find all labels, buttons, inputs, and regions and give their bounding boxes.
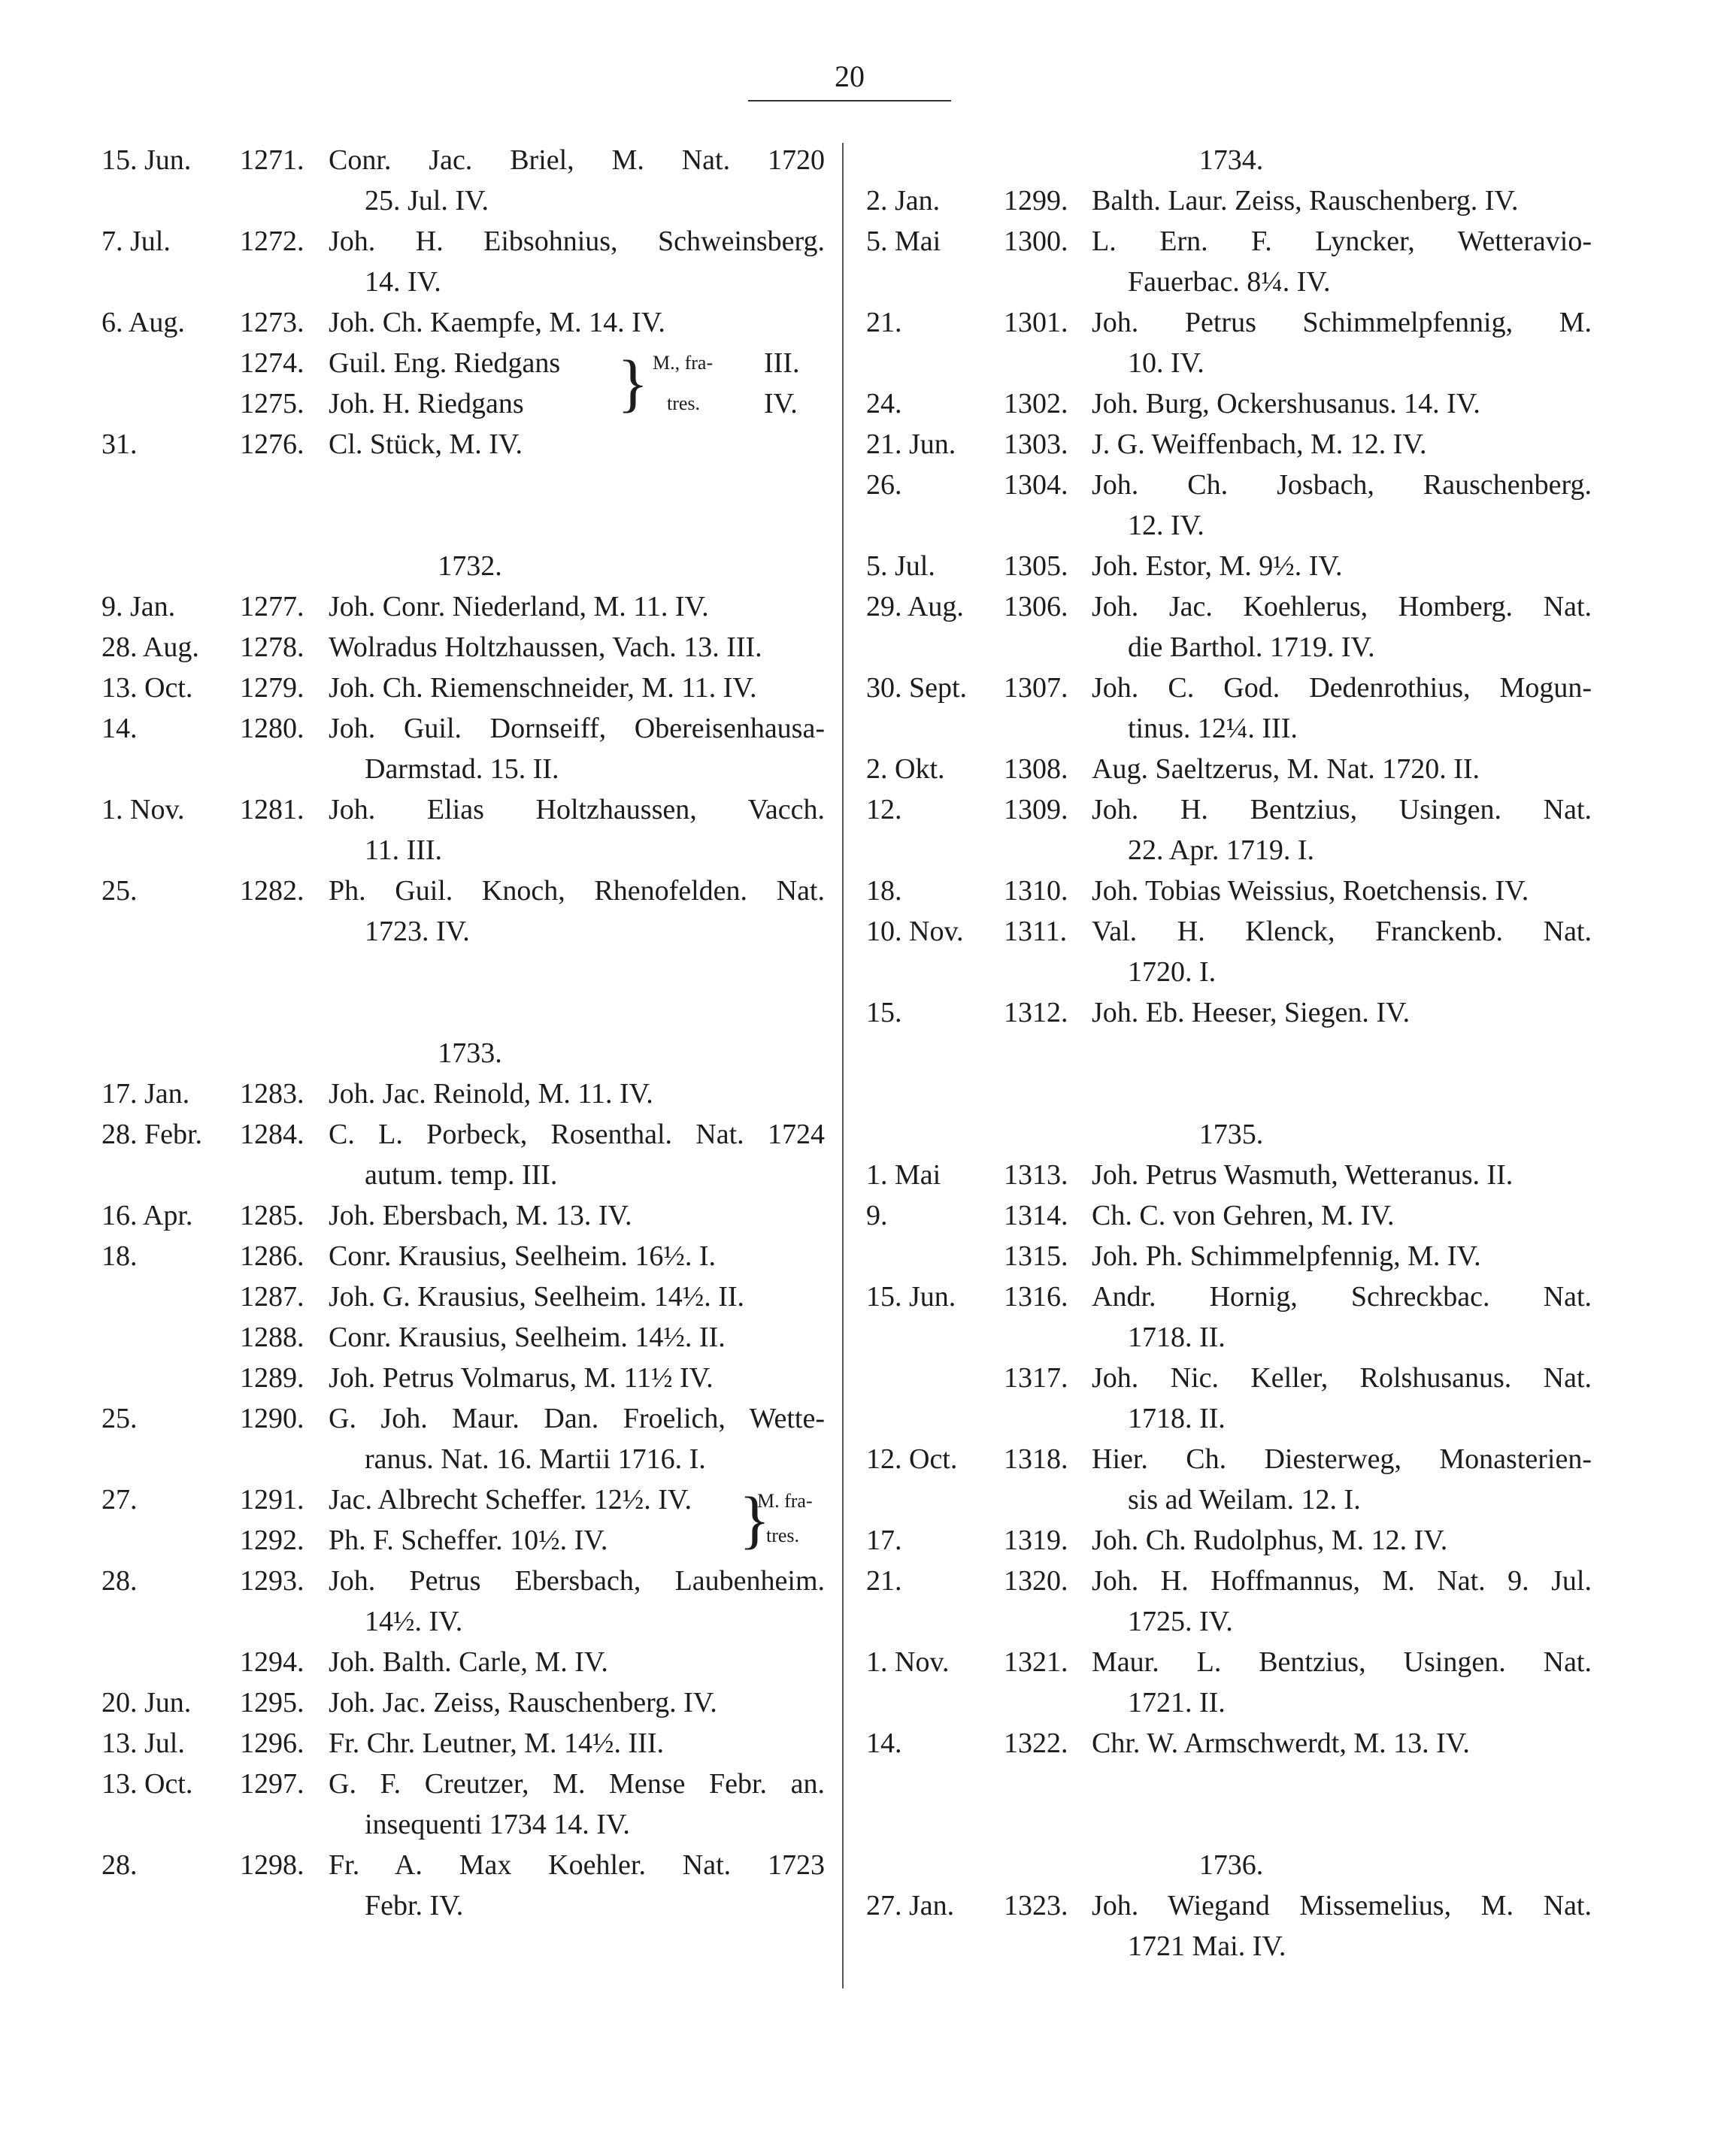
register-entry-continuation	[865, 1479, 1598, 1520]
entry-date: 28.	[102, 1565, 138, 1597]
entry-text: Joh. Eb. Heeser, Siegen. IV.	[1092, 997, 1411, 1028]
register-entry	[102, 1723, 831, 1764]
entry-text: Joh. Balth. Carle, M. IV.	[329, 1646, 608, 1678]
register-entry	[865, 302, 1598, 343]
entry-number: 1323.	[1004, 1890, 1068, 1921]
register-entry	[865, 1723, 1598, 1764]
entry-date: 27.	[102, 1484, 138, 1516]
register-entry	[102, 1479, 831, 1520]
year-heading-1735: 1735.	[1198, 1119, 1264, 1150]
entry-text: G. Joh. Maur. Dan. Froelich, Wette-	[329, 1403, 825, 1434]
register-entry	[865, 383, 1598, 424]
entry-text: Ch. C. von Gehren, M. IV.	[1092, 1200, 1395, 1231]
entry-number: 1275.	[240, 388, 305, 419]
register-entry	[102, 1398, 831, 1439]
entry-text-continuation: Febr. IV.	[365, 1890, 464, 1921]
entry-text-continuation: Fauerbac. 8¼. IV.	[1128, 266, 1331, 298]
entry-text: Joh. Ph. Schimmelpfennig, M. IV.	[1092, 1240, 1481, 1272]
register-entry-continuation	[865, 1682, 1598, 1723]
register-entry-continuation	[102, 1885, 831, 1926]
entry-text: Aug. Saeltzerus, M. Nat. 1720. II.	[1092, 753, 1480, 785]
register-entry	[865, 586, 1598, 627]
entry-text: Joh. Guil. Dornseiff, Obereisenhausa-	[329, 713, 825, 744]
register-entry-continuation	[102, 1439, 831, 1479]
entry-text: Joh. Petrus Wasmuth, Wetteranus. II.	[1092, 1159, 1514, 1191]
entry-number: 1277.	[240, 591, 305, 622]
entry-number: 1288.	[240, 1322, 305, 1353]
entry-date: 1. Nov.	[866, 1646, 950, 1678]
entry-text: Joh. Burg, Ockershusanus. 14. IV.	[1092, 388, 1480, 419]
entry-number: 1287.	[240, 1281, 305, 1313]
entry-number: 1312.	[1004, 997, 1068, 1028]
entry-text: Andr. Hornig, Schreckbac. Nat.	[1092, 1281, 1592, 1313]
riedgans-bracket-group	[102, 343, 831, 424]
brace-note-bottom: tres.	[667, 392, 701, 414]
entry-text: Joh. C. God. Dedenrothius, Mogun-	[1092, 672, 1592, 704]
header-rule	[748, 100, 951, 101]
entry-text: Hier. Ch. Diesterweg, Monasterien-	[1092, 1443, 1592, 1475]
register-entry	[865, 1195, 1598, 1236]
entry-date: 26.	[866, 469, 902, 501]
brace-symbol: }	[617, 347, 649, 419]
register-entry-continuation	[865, 1398, 1598, 1439]
entry-date: 21.	[866, 307, 902, 338]
entry-number: 1313.	[1004, 1159, 1068, 1191]
entry-text-continuation: ranus. Nat. 16. Martii 1716. I.	[365, 1443, 706, 1475]
entry-grade: IV.	[764, 388, 798, 419]
entry-text: Joh. Tobias Weissius, Roetchensis. IV.	[1092, 875, 1529, 907]
register-entry	[102, 708, 831, 749]
entry-text: Joh. Ch. Kaempfe, M. 14. IV.	[329, 307, 665, 338]
entry-number: 1296.	[240, 1728, 305, 1759]
entry-text-continuation: 10. IV.	[1128, 347, 1204, 379]
entry-number: 1280.	[240, 713, 305, 744]
year-heading-1736: 1736.	[1198, 1849, 1264, 1881]
entry-date: 28. Febr.	[102, 1119, 203, 1150]
entry-number: 1285.	[240, 1200, 305, 1231]
entry-number: 1284.	[240, 1119, 305, 1150]
entries-1733-b	[102, 1561, 831, 1926]
entry-number: 1305.	[1004, 550, 1068, 582]
entry-text: Joh. Jac. Koehlerus, Homberg. Nat.	[1092, 591, 1592, 622]
entry-number: 1286.	[240, 1240, 305, 1272]
entry-number: 1290.	[240, 1403, 305, 1434]
register-entry	[865, 911, 1598, 952]
entry-text: Jac. Albrecht Scheffer. 12½. IV.	[329, 1484, 692, 1516]
brace-symbol: }	[739, 1483, 771, 1555]
page-number: 20	[835, 59, 865, 93]
entry-number: 1304.	[1004, 469, 1068, 501]
entry-number: 1302.	[1004, 388, 1068, 419]
entry-number: 1289.	[240, 1362, 305, 1394]
register-entry-continuation	[102, 911, 831, 952]
entry-text: Balth. Laur. Zeiss, Rauschenberg. IV.	[1092, 185, 1519, 217]
entry-text: Fr. A. Max Koehler. Nat. 1723	[329, 1849, 825, 1881]
entry-date: 14.	[102, 713, 138, 744]
entry-date: 15.	[866, 997, 902, 1028]
register-entry	[102, 1845, 831, 1885]
entry-number: 1272.	[240, 226, 305, 257]
right-column	[865, 140, 1598, 1967]
entry-text: Joh. H. Hoffmannus, M. Nat. 9. Jul.	[1092, 1565, 1592, 1597]
entry-grade: III.	[764, 347, 800, 379]
entry-text: G. F. Creutzer, M. Mense Febr. an.	[329, 1768, 825, 1800]
entry-text: Joh. Ch. Riemenschneider, M. 11. IV.	[329, 672, 757, 704]
entry-number: 1281.	[240, 794, 305, 825]
entry-number: 1282.	[240, 875, 305, 907]
register-entry	[865, 1155, 1598, 1195]
register-entry-continuation	[865, 505, 1598, 546]
entries-1736	[865, 1885, 1598, 1967]
entry-text: Guil. Eng. Riedgans	[329, 347, 561, 379]
entry-text: J. G. Weiffenbach, M. 12. IV.	[1092, 428, 1427, 460]
entry-date: 5. Jul.	[866, 550, 935, 582]
entry-text: Joh. H. Riedgans	[329, 388, 524, 419]
entry-date: 7. Jul.	[102, 226, 171, 257]
entry-number: 1300.	[1004, 226, 1068, 257]
entry-number: 1276.	[240, 428, 305, 460]
entry-text: Joh. G. Krausius, Seelheim. 14½. II.	[329, 1281, 745, 1313]
register-entry-continuation	[102, 1804, 831, 1845]
entry-text: Cl. Stück, M. IV.	[329, 428, 523, 460]
entry-text: Joh. Estor, M. 9½. IV.	[1092, 550, 1343, 582]
entry-text: Ph. Guil. Knoch, Rhenofelden. Nat.	[329, 875, 825, 907]
register-entry	[865, 789, 1598, 830]
entry-text-continuation: 1720. I.	[1128, 956, 1217, 988]
entry-text: Joh. H. Bentzius, Usingen. Nat.	[1092, 794, 1592, 825]
register-entry	[102, 1358, 831, 1398]
entry-text-continuation: die Barthol. 1719. IV.	[1128, 631, 1375, 663]
register-entry-continuation	[865, 1317, 1598, 1358]
year-heading-1734: 1734.	[1198, 144, 1264, 176]
register-entry	[102, 1114, 831, 1155]
entry-date: 21. Jun.	[866, 428, 956, 460]
entry-text-continuation: 1725. IV.	[1128, 1606, 1233, 1637]
entry-number: 1321.	[1004, 1646, 1068, 1678]
register-entry	[102, 221, 831, 262]
entries-1735	[865, 1155, 1598, 1764]
entry-date: 20. Jun.	[102, 1687, 192, 1718]
entry-date: 15. Jun.	[102, 144, 192, 176]
register-entry	[102, 1682, 831, 1723]
entry-text-continuation: 14½. IV.	[365, 1606, 463, 1637]
register-entry	[102, 302, 831, 343]
brace-note-top: M., fra-	[653, 352, 714, 374]
entry-text: Joh. H. Eibsohnius, Schweinsberg.	[329, 226, 825, 257]
register-entry-continuation	[865, 952, 1598, 992]
register-entry	[102, 627, 831, 668]
entry-text-continuation: 1721 Mai. IV.	[1128, 1930, 1286, 1962]
entry-number: 1295.	[240, 1687, 305, 1718]
register-entry	[102, 343, 831, 383]
entry-number: 1298.	[240, 1849, 305, 1881]
entry-text: Joh. Ch. Josbach, Rauschenberg.	[1092, 469, 1592, 501]
register-entry	[865, 180, 1598, 221]
entry-date: 13. Oct.	[102, 1768, 193, 1800]
entry-number: 1279.	[240, 672, 305, 704]
entry-text: Joh. Ebersbach, M. 13. IV.	[329, 1200, 632, 1231]
entry-date: 18.	[866, 875, 902, 907]
entry-date: 10. Nov.	[866, 916, 964, 947]
column-divider	[842, 143, 844, 1988]
left-column	[102, 140, 831, 1926]
entries-1731-end	[102, 424, 831, 465]
register-entry	[865, 1520, 1598, 1561]
register-entry-continuation	[102, 262, 831, 302]
entry-text: Joh. Conr. Niederland, M. 11. IV.	[329, 591, 709, 622]
entry-date: 2. Okt.	[866, 753, 945, 785]
entry-text: Conr. Krausius, Seelheim. 16½. I.	[329, 1240, 717, 1272]
entry-text-continuation: sis ad Weilam. 12. I.	[1128, 1484, 1361, 1516]
entries-1731	[102, 140, 831, 343]
register-entry	[102, 1764, 831, 1804]
entry-number: 1317.	[1004, 1362, 1068, 1394]
entry-date: 9. Jan.	[102, 591, 176, 622]
entry-number: 1318.	[1004, 1443, 1068, 1475]
register-entry	[102, 1073, 831, 1114]
entry-text: Joh. Petrus Schimmelpfennig, M.	[1092, 307, 1592, 338]
entry-date: 29. Aug.	[866, 591, 964, 622]
register-entry	[865, 424, 1598, 465]
entry-date: 13. Oct.	[102, 672, 193, 704]
brace-note-top: M. fra-	[757, 1490, 813, 1512]
register-entry-continuation	[102, 749, 831, 789]
entry-text: Joh. Petrus Ebersbach, Laubenheim.	[329, 1565, 825, 1597]
entry-number: 1292.	[240, 1525, 305, 1556]
entry-date: 28. Aug.	[102, 631, 199, 663]
entry-number: 1306.	[1004, 591, 1068, 622]
entry-date: 28.	[102, 1849, 138, 1881]
entry-text: L. Ern. F. Lyncker, Wetteravio-	[1092, 226, 1592, 257]
register-entry	[865, 1561, 1598, 1601]
scheffer-bracket-group	[102, 1479, 831, 1561]
entry-text-continuation: 11. III.	[365, 834, 443, 866]
register-entry-continuation	[102, 830, 831, 871]
entry-text-continuation: 25. Jul. IV.	[365, 185, 489, 217]
entry-text: Chr. W. Armschwerdt, M. 13. IV.	[1092, 1728, 1470, 1759]
entry-date: 25.	[102, 1403, 138, 1434]
register-entry	[102, 140, 831, 180]
register-entry	[102, 1561, 831, 1601]
entry-text: Wolradus Holtzhaussen, Vach. 13. III.	[329, 631, 762, 663]
entry-date: 13. Jul.	[102, 1728, 185, 1759]
entry-number: 1309.	[1004, 794, 1068, 825]
entry-date: 1. Nov.	[102, 794, 185, 825]
entry-date: 15. Jun.	[866, 1281, 956, 1313]
register-entry-continuation	[102, 1601, 831, 1642]
entries-1732	[102, 586, 831, 952]
entry-number: 1278.	[240, 631, 305, 663]
register-entry	[102, 1642, 831, 1682]
entry-date: 14.	[866, 1728, 902, 1759]
register-entry	[102, 383, 831, 424]
entry-text-continuation: Darmstad. 15. II.	[365, 753, 559, 785]
register-entry	[102, 1520, 831, 1561]
entry-text: Maur. L. Bentzius, Usingen. Nat.	[1092, 1646, 1592, 1678]
register-entry	[865, 465, 1598, 505]
entry-text: Joh. Ch. Rudolphus, M. 12. IV.	[1092, 1525, 1448, 1556]
entry-date: 17.	[866, 1525, 902, 1556]
entry-text: C. L. Porbeck, Rosenthal. Nat. 1724	[329, 1119, 825, 1150]
entry-text: Val. H. Klenck, Franckenb. Nat.	[1092, 916, 1592, 947]
entry-text: Joh. Elias Holtzhaussen, Vacch.	[329, 794, 825, 825]
register-entry-continuation	[865, 708, 1598, 749]
entry-text-continuation: 1718. II.	[1128, 1403, 1226, 1434]
entry-number: 1294.	[240, 1646, 305, 1678]
entry-date: 27. Jan.	[866, 1890, 955, 1921]
entry-text: Joh. Jac. Reinold, M. 11. IV.	[329, 1078, 653, 1110]
register-entry-continuation	[102, 180, 831, 221]
register-entry	[865, 992, 1598, 1033]
entry-text-continuation: autum. temp. III.	[365, 1159, 558, 1191]
entry-text: Joh. Wiegand Missemelius, M. Nat.	[1092, 1890, 1592, 1921]
entry-text-continuation: tinus. 12¼. III.	[1128, 713, 1298, 744]
entry-number: 1308.	[1004, 753, 1068, 785]
entry-date: 17. Jan.	[102, 1078, 190, 1110]
register-entry	[102, 1276, 831, 1317]
entry-number: 1271.	[240, 144, 305, 176]
entry-date: 30. Sept.	[866, 672, 968, 704]
register-entry	[102, 1317, 831, 1358]
entry-text: Conr. Krausius, Seelheim. 14½. II.	[329, 1322, 726, 1353]
brace-note-bottom: tres.	[766, 1525, 800, 1546]
entry-number: 1311.	[1004, 916, 1068, 947]
register-entry	[865, 221, 1598, 262]
register-entry	[865, 1236, 1598, 1276]
entry-text: Ph. F. Scheffer. 10½. IV.	[329, 1525, 608, 1556]
entry-date: 9.	[866, 1200, 888, 1231]
register-entry	[102, 789, 831, 830]
register-entry	[102, 424, 831, 465]
register-entry-continuation	[865, 830, 1598, 871]
entry-number: 1314.	[1004, 1200, 1068, 1231]
entry-number: 1293.	[240, 1565, 305, 1597]
entry-date: 5. Mai	[866, 226, 941, 257]
entry-number: 1315.	[1004, 1240, 1068, 1272]
entry-number: 1283.	[240, 1078, 305, 1110]
entry-date: 25.	[102, 875, 138, 907]
entry-number: 1297.	[240, 1768, 305, 1800]
register-entry	[865, 1358, 1598, 1398]
register-entry	[102, 668, 831, 708]
register-entry	[102, 871, 831, 911]
register-entry	[865, 546, 1598, 586]
entry-text-continuation: insequenti 1734 14. IV.	[365, 1809, 630, 1840]
entry-number: 1322.	[1004, 1728, 1068, 1759]
year-heading-1733: 1733.	[438, 1037, 502, 1069]
entry-number: 1303.	[1004, 428, 1068, 460]
register-entry	[865, 1439, 1598, 1479]
entry-number: 1310.	[1004, 875, 1068, 907]
entry-number: 1307.	[1004, 672, 1068, 704]
register-entry	[102, 1236, 831, 1276]
register-entry-continuation	[865, 262, 1598, 302]
entry-date: 18.	[102, 1240, 138, 1272]
register-entry	[865, 1642, 1598, 1682]
entry-number: 1273.	[240, 307, 305, 338]
year-heading-1732: 1732.	[438, 550, 502, 582]
entries-1734	[865, 180, 1598, 1033]
entry-date: 2. Jan.	[866, 185, 941, 217]
entry-date: 21.	[866, 1565, 902, 1597]
entry-text: Joh. Jac. Zeiss, Rauschenberg. IV.	[329, 1687, 717, 1718]
entry-number: 1291.	[240, 1484, 305, 1516]
register-entry-continuation	[102, 1155, 831, 1195]
register-entry	[865, 749, 1598, 789]
entry-text-continuation: 1721. II.	[1128, 1687, 1226, 1718]
entry-number: 1299.	[1004, 185, 1068, 217]
entry-text-continuation: 14. IV.	[365, 266, 441, 298]
entry-date: 31.	[102, 428, 138, 460]
entry-number: 1301.	[1004, 307, 1068, 338]
entry-number: 1319.	[1004, 1525, 1068, 1556]
entry-number: 1274.	[240, 347, 305, 379]
register-entry-continuation	[865, 343, 1598, 383]
register-entry	[865, 1276, 1598, 1317]
entry-date: 1. Mai	[866, 1159, 941, 1191]
entry-date: 12. Oct.	[866, 1443, 958, 1475]
entry-text: Joh. Nic. Keller, Rolshusanus. Nat.	[1092, 1362, 1592, 1394]
entry-date: 16. Apr.	[102, 1200, 193, 1231]
entry-text-continuation: 1718. II.	[1128, 1322, 1226, 1353]
register-entry-continuation	[865, 627, 1598, 668]
entries-1733-a	[102, 1073, 831, 1479]
register-entry	[865, 1885, 1598, 1926]
entry-text-continuation: 12. IV.	[1128, 510, 1204, 541]
register-entry	[102, 1195, 831, 1236]
register-entry	[102, 586, 831, 627]
entry-text: Fr. Chr. Leutner, M. 14½. III.	[329, 1728, 664, 1759]
register-entry-continuation	[865, 1926, 1598, 1967]
entry-text-continuation: 1723. IV.	[365, 916, 470, 947]
register-entry-continuation	[865, 1601, 1598, 1642]
register-entry	[865, 871, 1598, 911]
entry-text-continuation: 22. Apr. 1719. I.	[1128, 834, 1315, 866]
register-entry	[865, 668, 1598, 708]
entry-date: 12.	[866, 794, 902, 825]
entry-number: 1320.	[1004, 1565, 1068, 1597]
entry-text: Conr. Jac. Briel, M. Nat. 1720	[329, 144, 825, 176]
entry-date: 24.	[866, 388, 902, 419]
entry-date: 6. Aug.	[102, 307, 185, 338]
entry-number: 1316.	[1004, 1281, 1068, 1313]
entry-text: Joh. Petrus Volmarus, M. 11½ IV.	[329, 1362, 714, 1394]
